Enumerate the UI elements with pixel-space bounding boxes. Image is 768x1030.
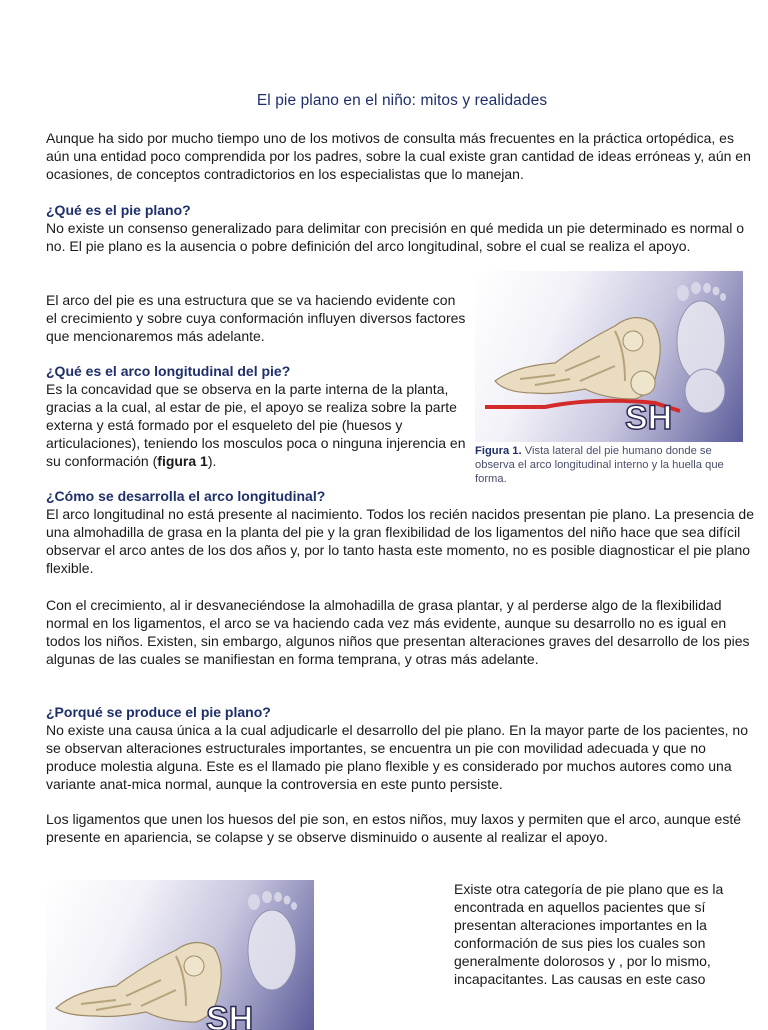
paragraph-causa: No existe una causa única a la cual adjudicarle el desarrollo del pie plano. En la mayor parte de los pacientes, no se observan alteraciones estructurales importantes, se encuentra un pie con movilidad adecuada y que no produce molestia alguna. Este es el llamado pie plano flexible y es considerado por muchos autores como una variante anat-mica normal, aunque la controversia en este punto persiste. [46, 722, 748, 792]
heading-arco-longitudinal: ¿Qué es el arco longitudinal del pie? [46, 363, 291, 379]
figure-logo: SH [625, 399, 673, 437]
paragraph-arco-end: ). [207, 453, 217, 469]
figure-1-image [475, 271, 743, 442]
figure-logo-2: SH [206, 1000, 254, 1030]
figure-reference: figura 1 [157, 453, 208, 469]
footprint-icon [677, 282, 726, 413]
paragraph-arco-del-pie: El arco del pie es una estructura que se va haciendo evidente con el crecimiento y sobre cuya conformación influyen diversos factores que mencionaremos más adelante. [46, 292, 466, 344]
heading-como-se-desarrolla: ¿Cómo se desarrolla el arco longitudinal? [46, 488, 326, 504]
foot-illustration [475, 271, 743, 442]
paragraph-otra-categoria: Existe otra categoría de pie plano que es la encontrada en aquellos pacientes que sí presentan alteraciones importantes en la conformación de sus pies los cuales son generalmente dolorosos y , por lo mismo, incapacitantes. Las causas en este caso [454, 881, 724, 987]
foot-skeleton-icon [495, 318, 660, 399]
right-column [454, 880, 760, 988]
figure-1-caption [475, 444, 751, 486]
foot-skeleton-icon [56, 942, 221, 1022]
paragraph-arco-longitudinal [46, 380, 470, 470]
paragraph-arco-text: Es la concavidad que se observa en la parte interna de la planta, gracias a la cual, al estar de pie, el apoyo se realiza sobre la parte externa y está formado por el esqueleto del pie (huesos y articulaciones), teniendo los mosculos poca o ninguna injerencia en su conformación ( [46, 381, 466, 469]
paragraph-pie-plano-def: No existe un consenso generalizado para delimitar con precisión en qué medida un pie determinado es normal o no. El pie plano es la ausencia o pobre definición del arco longitudinal, sobre el cual se realiza el apoyo. [46, 220, 745, 254]
foot-illustration-2 [46, 880, 314, 1030]
paragraph-desarrollo: El arco longitudinal no está presente al nacimiento. Todos los recién nacidos presentan pie plano. La presencia de una almohadilla de grasa en la planta del pie y la gran flexibilidad de los ligamentos del niño hace que sea difícil observar el arco antes de los dos años y, por lo tanto hasta este momento, no es posible diagnosticar el pie plano flexible. [46, 506, 754, 576]
paragraph-ligamentos: Los ligamentos que unen los huesos del pie son, en estos niños, muy laxos y permiten que el arco, aunque esté presente en apariencia, se colapse y se observe disminuido o ausente al realizar el apoyo. [46, 811, 741, 845]
heading-porque-se-produce: ¿Porqué se produce el pie plano? [46, 704, 271, 720]
figure-2-image [46, 880, 314, 1030]
heading-que-es-pie-plano: ¿Qué es el pie plano? [46, 202, 191, 218]
intro-paragraph: Aunque ha sido por mucho tiempo uno de los motivos de consulta más frecuentes en la práctica ortopédica, es aún una entidad poco comprendida por los padres, sobre la cual existe gran cantidad de ideas erróneas y, aún en ocasiones, de conceptos contradictorios en los especialistas que lo manejan. [46, 130, 751, 182]
caption-text: Vista lateral del pie humano donde se observa el arco longitudinal interno y la huella que forma. [475, 445, 724, 485]
caption-label: Figura 1. [475, 445, 522, 457]
footprint-icon [248, 891, 297, 990]
page-title: El pie plano en el niño: mitos y realidades [256, 92, 548, 109]
paragraph-crecimiento: Con el crecimiento, al ir desvaneciéndose la almohadilla de grasa plantar, y al perderse algo de la flexibilidad normal en los ligamentos, el arco se va haciendo cada vez más evidente, aunque su desarrollo no es igual en todos los niños. Existen, sin embargo, algunos niños que presentan alteraciones graves del desarrollo de los pies algunas de las cuales se manifiestan en forma temprana, y otras más adelante. [46, 597, 750, 667]
